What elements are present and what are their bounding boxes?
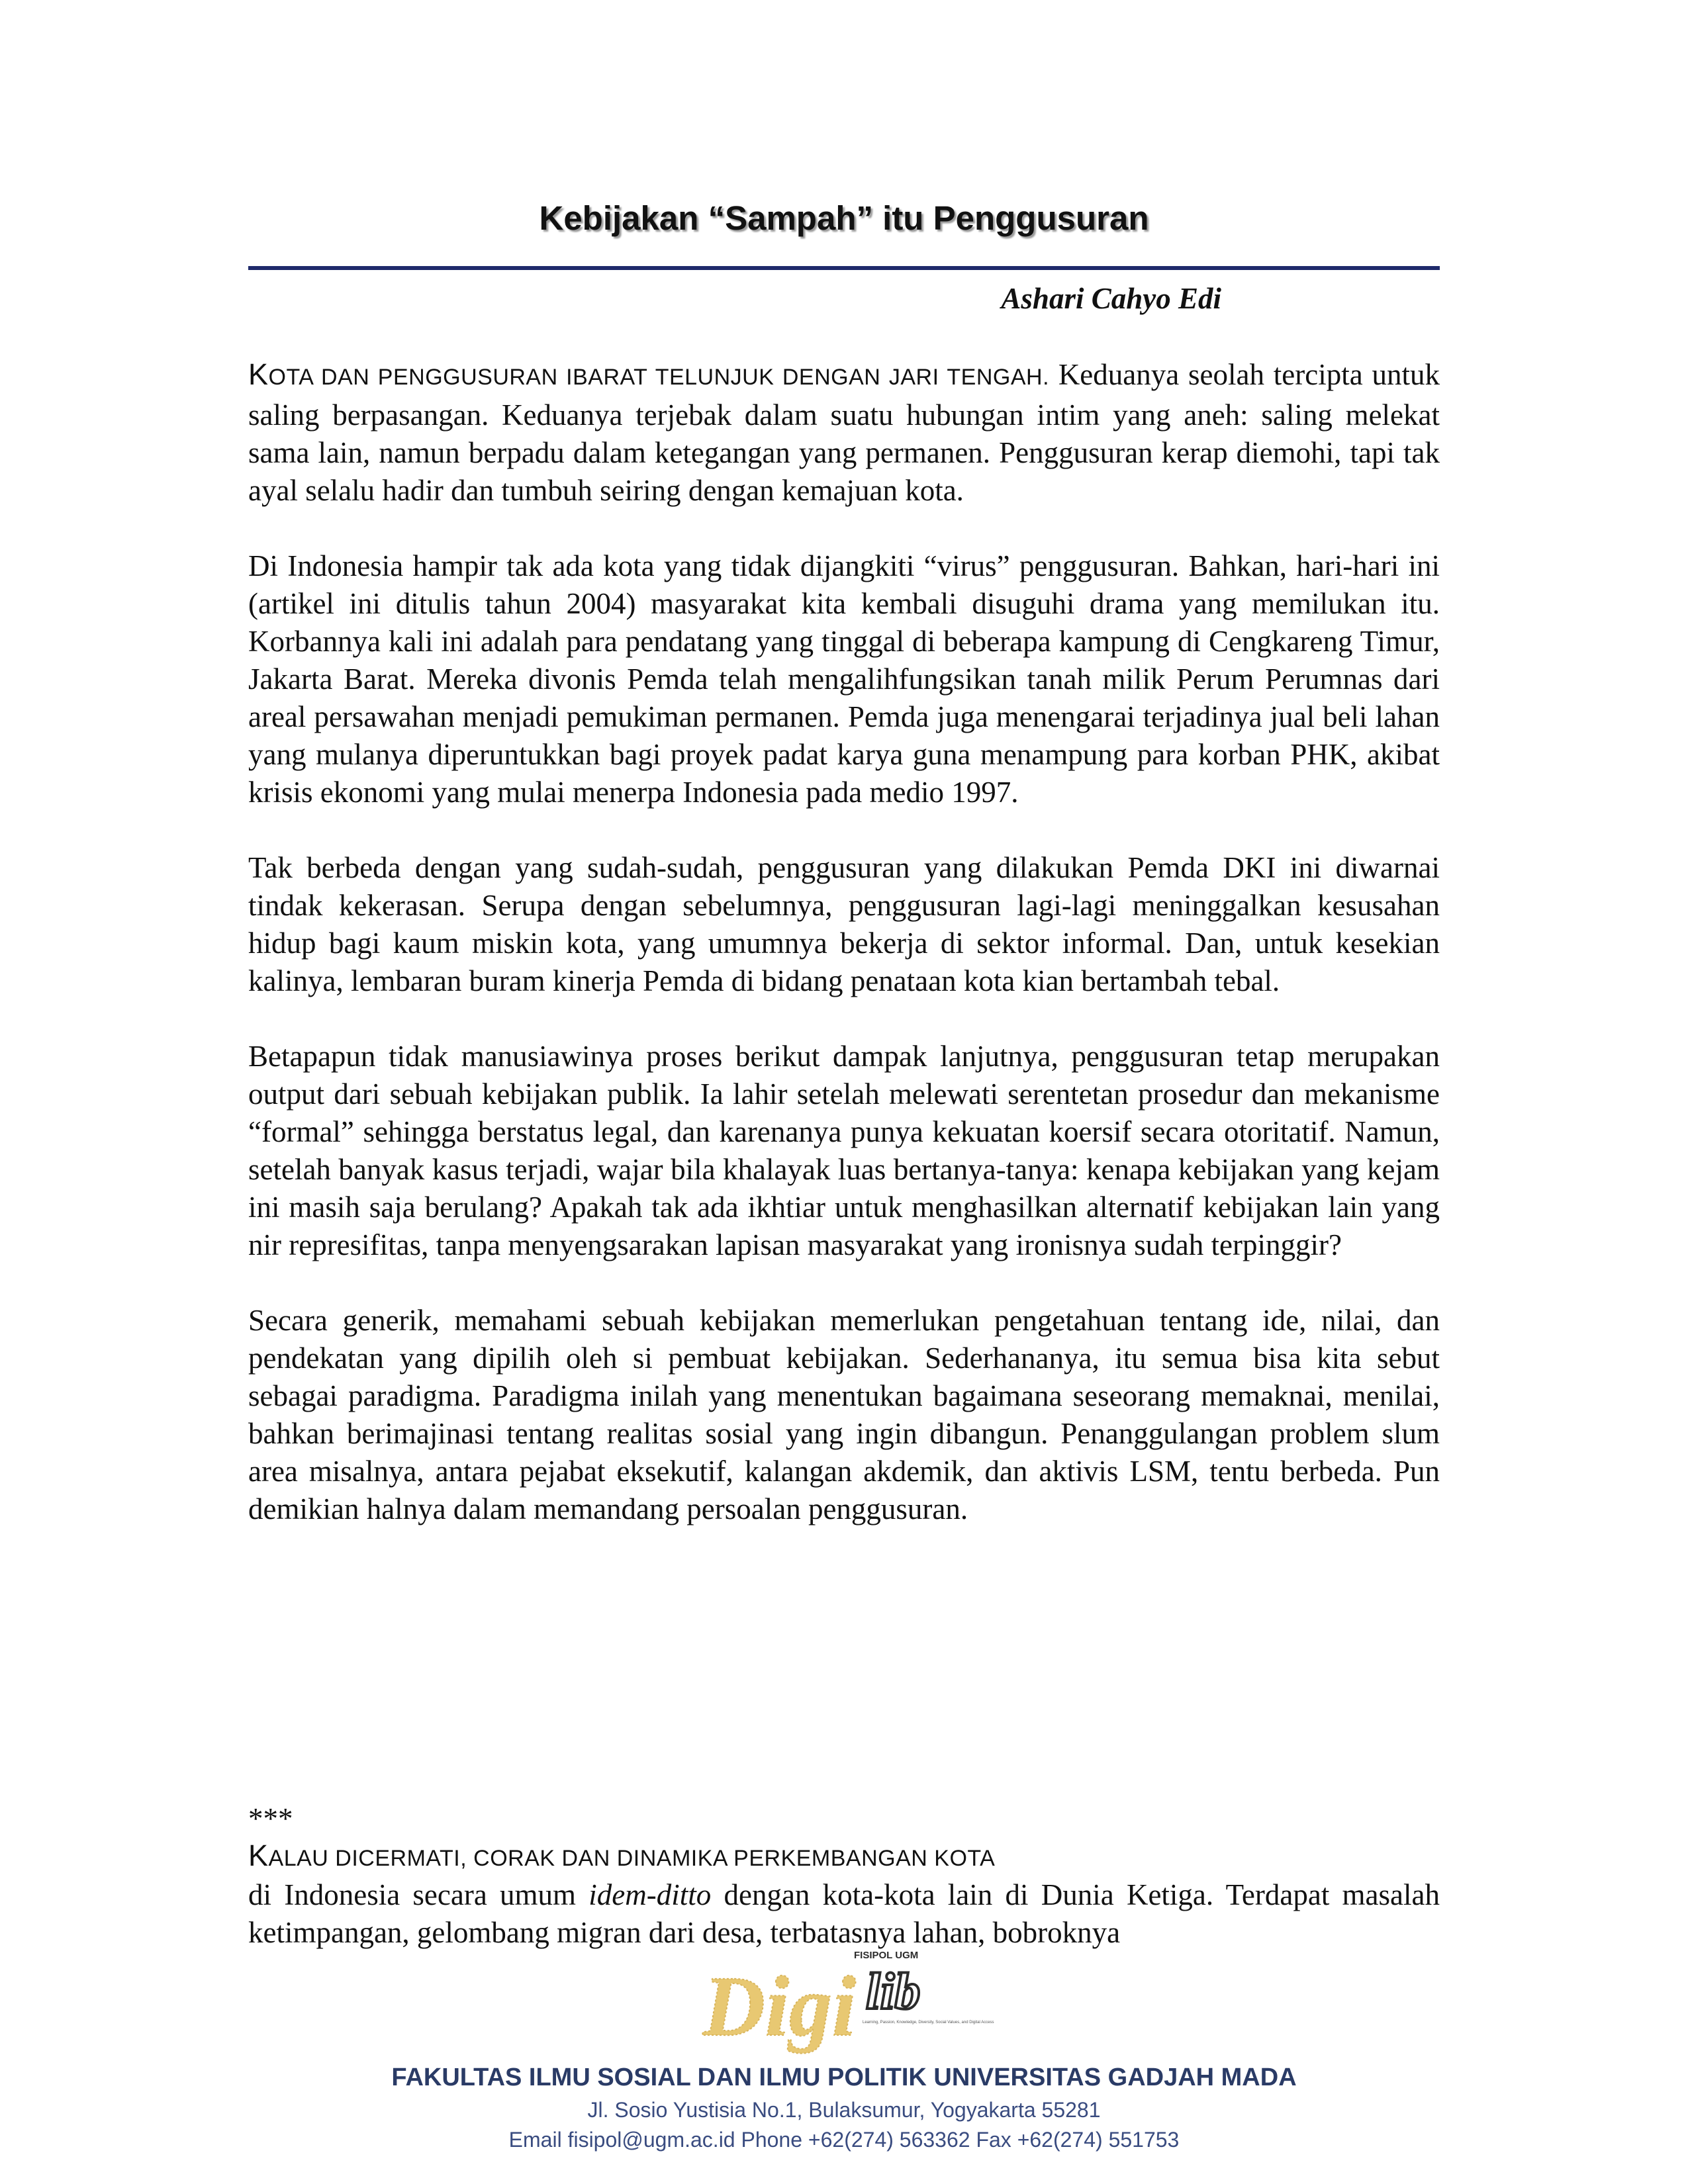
logo-top-label: FISIPOL UGM [854,1950,919,1961]
article-title: Kebijakan “Sampah” itu Penggusuran [539,199,1149,237]
author-name: Ashari Cahyo Edi [1001,282,1221,315]
footer-contact: Email fisipol@ugm.ac.id Phone +62(274) 563362 Fax +62(274) 551753 [508,2128,1180,2152]
paragraph-1: KOTA DAN PENGGUSURAN IBARAT TELUNJUK DENGAN JARI TENGAH. Keduanya seolah tercipta untuk saling berpasangan. Keduanya terjebak dalam suatu hubungan intim yang aneh: saling melekat sama lain, namun berpadu dalam ketegangan yang permanen. Penggusuran kerap diemohi, tapi tak ayal selalu hadir dan tumbuh seiring dengan kemajuan kota. [248,357,1440,507]
article-body-continued [248,1876,1440,1952]
article-body [248,355,1440,1566]
paragraph-6: di Indonesia secara umum idem-ditto dengan kota-kota lain di Dunia Ketiga. Terdapat masalah ketimpangan, gelombang migran dari desa, terbatasnya lahan, bobroknya [248,1878,1440,1949]
title-divider [248,266,1440,270]
logo-word-lib: lib [866,1962,921,2020]
section-lead-in: KALAU DICERMATI, CORAK DAN DINAMIKA PERKEMBANGAN KOTA [248,1839,996,1872]
paragraph-5: Secara generik, memahami sebuah kebijakan memerlukan pengetahuan tentang ide, nilai, dan pendekatan yang dipilih oleh si pembuat kebijakan. Sederhananya, itu semua bisa kita sebut sebagai paradigma. Paradigma inilah yang menentukan bagaimana seseorang memaknai, menilai, bahkan berimajinasi tentang realitas sosial yang ingin dibangun. Penanggulangan problem slum area misalnya, antara pejabat eksekutif, kalangan akdemik, dan aktivis LSM, tentu berbeda. Pun demikian halnya dalam memandang persoalan penggusuran. [248,1304,1440,1525]
footer-address: Jl. Sosio Yustisia No.1, Bulaksumur, Yogyakarta 55281 [587,2098,1101,2122]
logo-word-digi: Digi [703,1959,857,2054]
paragraph-3: Tak berbeda dengan yang sudah-sudah, penggusuran yang dilakukan Pemda DKI ini diwarnai tindak kekerasan. Serupa dengan sebelumnya, penggusuran lagi-lagi meninggalkan kesusahan hidup bagi kaum miskin kota, yang umumnya bekerja di sektor informal. Dan, untuk kesekian kalinya, lembaran buram kinerja Pemda di bidang penataan kota kian bertambah tebal. [248,851,1440,997]
footer-institution: FAKULTAS ILMU SOSIAL DAN ILMU POLITIK UNIVERSITAS GADJAH MADA [391,2064,1297,2091]
lead-in: KOTA DAN PENGGUSURAN IBARAT TELUNJUK DENGAN JARI TENGAH. [248,357,1050,391]
paragraph-4: Betapapun tidak manusiawinya proses berikut dampak lanjutnya, penggusuran tetap merupakan output dari sebuah kebijakan publik. Ia lahir setelah melewati serentetan prosedur dan mekanisme “formal” sehingga berstatus legal, dan karenanya punya kekuatan koersif secara otoritatif. Namun, setelah banyak kasus terjadi, wajar bila khalayak luas bertanya-tanya: kenapa kebijakan yang kejam ini masih saja berulang? Apakah tak ada ikhtiar untuk menghasilkan alternatif kebijakan lain yang nir represifitas, tanpa menyengsarakan lapisan masyarakat yang ironisnya sudah terpinggir? [248,1040,1440,1261]
logo-tagline: Learning, Passion, Knowledge, Diversity, Social Values, and Digital Access [863,2021,994,2025]
section-separator: *** [248,1802,293,1835]
digilib-logo [700,1942,994,2062]
paragraph-2: Di Indonesia hampir tak ada kota yang tidak dijangkiti “virus” penggusuran. Bahkan, hari-hari ini (artikel ini ditulis tahun 2004) masyarakat kita kembali disuguhi drama yang memilukan itu. Korbannya kali ini adalah para pendatang yang tinggal di beberapa kampung di Cengkareng Timur, Jakarta Barat. Mereka divonis Pemda telah mengalihfungsikan tanah milik Perum Perumnas dari areal persawahan menjadi pemukiman permanen. Pemda juga menengarai terjadinya jual beli lahan yang mulanya diperuntukkan bagi proyek padat karya guna menampung para korban PHK, akibat krisis ekonomi yang mulai menerpa Indonesia pada medio 1997. [248,549,1440,809]
